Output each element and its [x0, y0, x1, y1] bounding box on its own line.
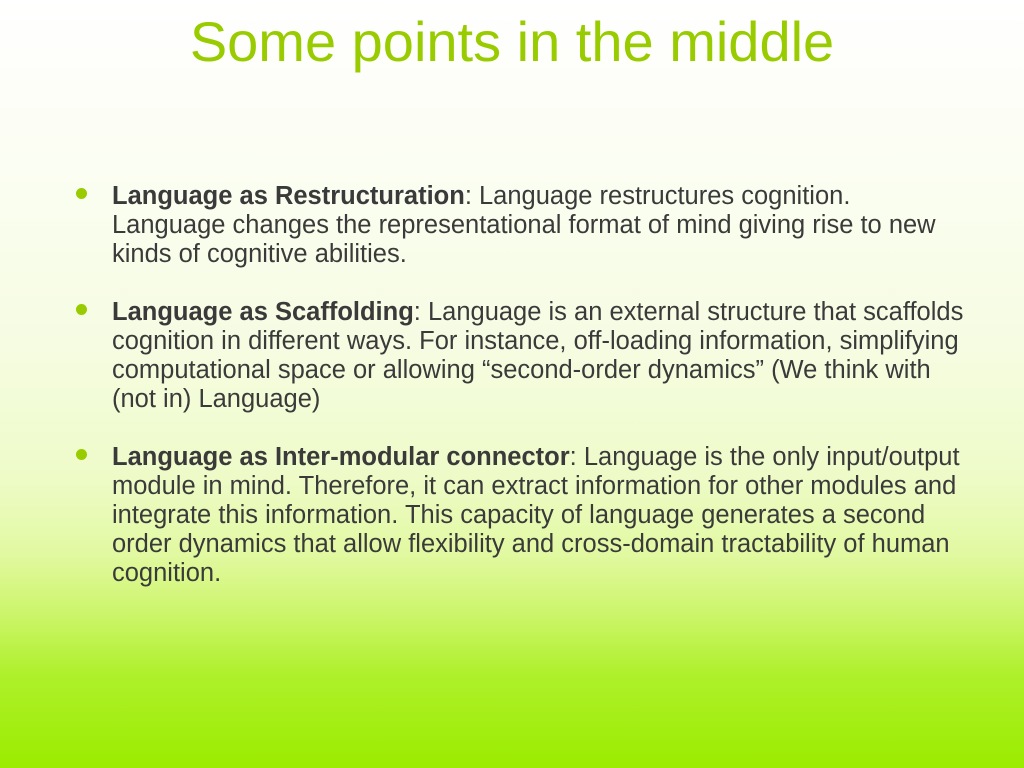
- slide-title: Some points in the middle: [189, 10, 835, 73]
- bullet-item-scaffolding: [76, 298, 966, 414]
- bullet-item-inter-modular-connector: [76, 443, 966, 588]
- bullet-term: Language as Scaffolding: [112, 298, 414, 326]
- bullet-text: : Language is the only input/output module in mind. Therefore, it can extract information for other modules and integrate this information. This capacity of language generates a second order dynamics that allow flexibility and cross-domain tractability of human cognition.: [112, 443, 960, 587]
- bullet-dot-icon: [76, 188, 87, 199]
- bullet-item-restructuration: [76, 182, 966, 269]
- bullet-dot-icon: [76, 449, 87, 460]
- bullet-text: : Language is an external structure that scaffolds cognition in different ways. For instance, off-loading information, simplifying computational space or allowing “second-order dynamics” (We think with (not in) Language): [112, 298, 964, 413]
- bullet-dot-icon: [76, 304, 87, 315]
- bullet-term: Language as Inter-modular connector: [112, 443, 570, 471]
- bullet-list: [76, 182, 966, 617]
- bullet-text: : Language restructures cognition. Language changes the representational format of mind giving rise to new kinds of cognitive abilities.: [112, 182, 936, 268]
- bullet-term: Language as Restructuration: [112, 182, 465, 210]
